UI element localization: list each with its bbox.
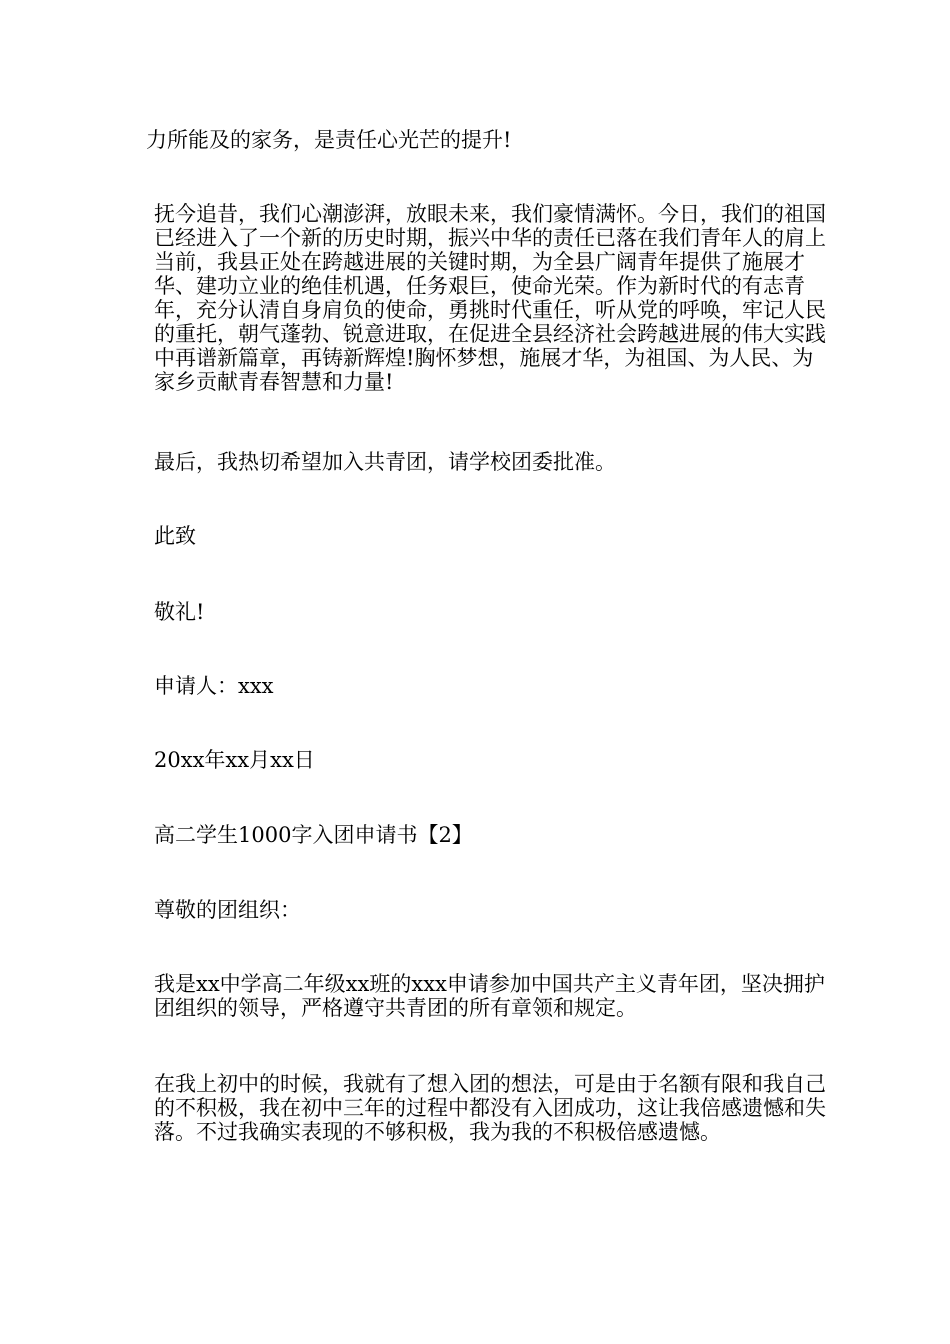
- paragraph-continuation: 力所能及的家务，是责任心光芒的提升!: [146, 128, 512, 152]
- greeting: 尊敬的团组织：: [154, 898, 301, 922]
- salutation-jingli: 敬礼!: [154, 600, 205, 624]
- section-title: 高二学生1000字入团申请书【2】: [154, 823, 473, 847]
- paragraph-closing-request: 最后，我热切希望加入共青团，请学校团委批准。: [154, 450, 616, 474]
- paragraph-future-mission: 抚今追昔，我们心潮澎湃，放眼未来，我们豪情满怀。今日，我们的祖国已经进入了一个新的历史时期，振兴中华的责任已落在我们青年人的肩上当前，我县正处在跨越进展的关键时期，为全县广阔青年提供了施展才华、建功立业的绝佳机遇，任务艰巨，使命光荣。作为新时代的有志青年，充分认清自身肩负的使命，勇挑时代重任，听从党的呼唤，牢记人民的重托，朝气蓬勃、锐意进取，在促进全县经济社会跨越进展的伟大实践中再谱新篇章，再铸新辉煌!胸怀梦想，施展才华，为祖国、为人民、为家乡贡献青春智慧和力量!: [154, 202, 826, 394]
- salutation-cizhi: 此致: [154, 524, 196, 548]
- paragraph-junior-high: 在我上初中的时候，我就有了想入团的想法，可是由于名额有限和我自己的不积极，我在初中三年的过程中都没有入团成功，这让我倍感遗憾和失落。不过我确实表现的不够积极，我为我的不积极倍感遗憾。: [154, 1072, 826, 1144]
- application-date: 20xx年xx月xx日: [154, 748, 315, 772]
- paragraph-introduction: 我是xx中学高二年级xx班的xxx申请参加中国共产主义青年团，坚决拥护团组织的领导，严格遵守共青团的所有章领和规定。: [154, 972, 825, 1020]
- applicant-name: 申请人：xxx: [154, 674, 274, 698]
